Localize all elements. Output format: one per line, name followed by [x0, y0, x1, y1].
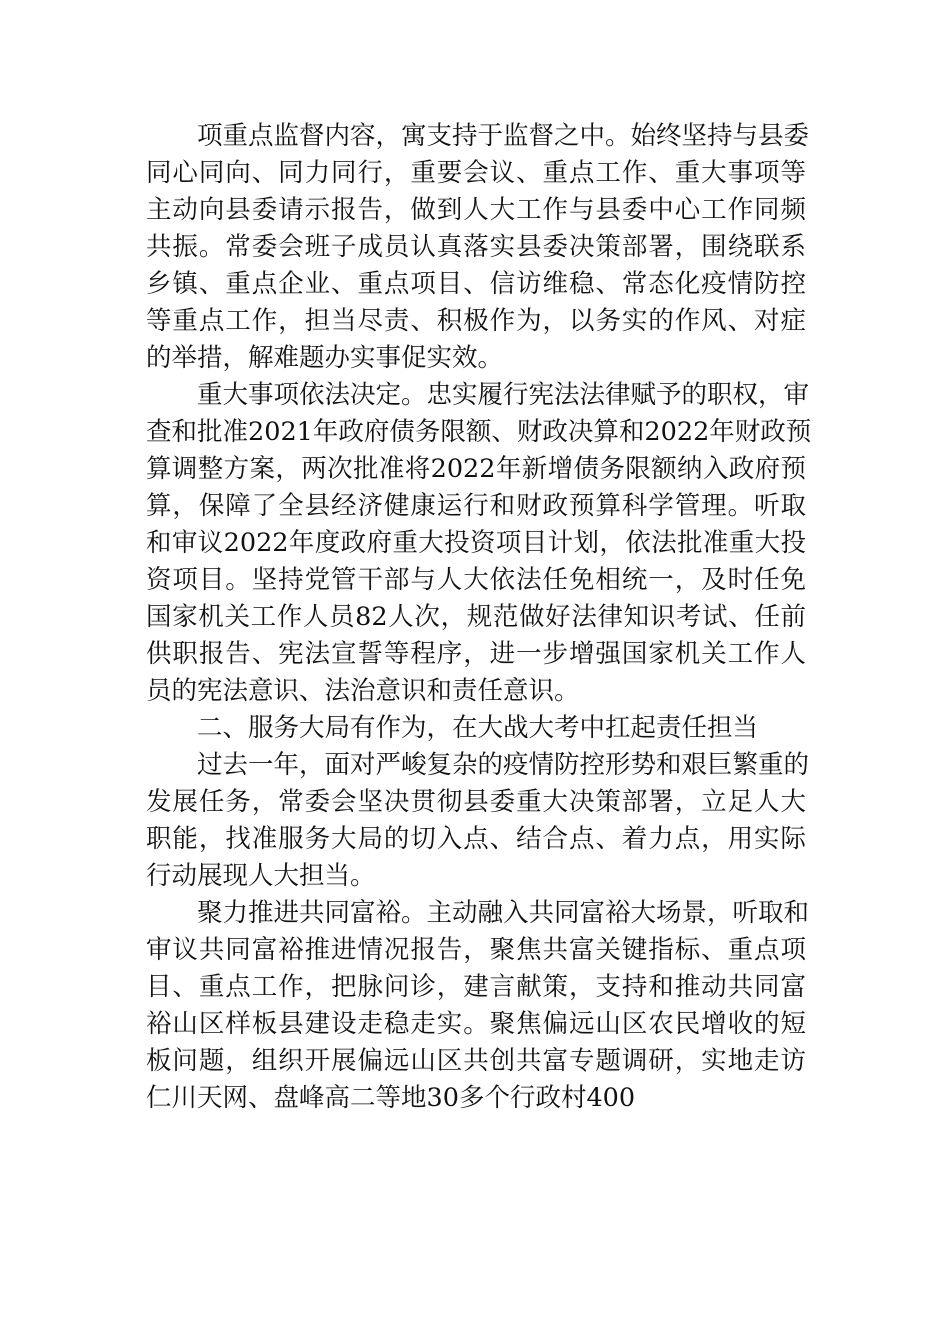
section-heading	[146, 710, 806, 747]
text-line: 板问题，组织开展偏远山区共创共富专题调研，实地走访	[146, 1046, 806, 1076]
paragraph-past-year	[146, 747, 810, 895]
text-line: 员的宪法意识、法治意识和责任意识。	[146, 676, 580, 706]
text-line: 裕山区样板县建设走稳走实。聚焦偏远山区农民增收的短	[146, 1009, 806, 1039]
text-line: 目、重点工作，把脉问诊，建言献策，支持和推动共同富	[146, 972, 806, 1002]
text-line: 重大事项依法决定。忠实履行宪法法律赋予的职权，审	[197, 380, 810, 410]
text-line: 等重点工作，担当尽责、积极作为，以务实的作风、对症	[146, 306, 806, 336]
paragraph-continued-supervision	[146, 118, 810, 377]
section-heading-text: 二、服务大局有作为，在大战大考中扛起责任担当	[197, 713, 759, 743]
text-line: 过去一年，面对严峻复杂的疫情防控形势和艰巨繁重的	[197, 750, 810, 780]
text-line: 发展任务，常委会坚决贯彻县委重大决策部署，立足人大	[146, 787, 806, 817]
text-line: 和审议2022年度政府重大投资项目计划，依法批准重大投	[146, 528, 806, 558]
text-line: 审议共同富裕推进情况报告，聚焦共富关键指标、重点项	[146, 935, 806, 965]
text-line: 共振。常委会班子成员认真落实县委决策部署，围绕联系	[146, 232, 806, 262]
text-line: 仁川天网、盘峰高二等地30多个行政村400	[146, 1083, 636, 1113]
document-body	[146, 118, 812, 1117]
paragraph-major-decisions	[146, 377, 812, 710]
text-line: 乡镇、重点企业、重点项目、信访维稳、常态化疫情防控	[146, 269, 806, 299]
text-line: 算，保障了全县经济健康运行和财政预算科学管理。听取	[146, 491, 806, 521]
text-line: 聚力推进共同富裕。主动融入共同富裕大场景，听取和	[197, 898, 810, 928]
text-line: 主动向县委请示报告，做到人大工作与县委中心工作同频	[146, 195, 806, 225]
text-line: 行动展现人大担当。	[146, 861, 376, 891]
text-line: 的举措，解难题办实事促实效。	[146, 343, 504, 373]
text-line: 国家机关工作人员82人次，规范做好法律知识考试、任前	[146, 602, 806, 632]
text-line: 同心同向、同力同行，重要会议、重点工作、重大事项等	[146, 158, 806, 188]
text-line: 供职报告、宪法宣誓等程序，进一步增强国家机关工作人	[146, 639, 806, 669]
text-line: 资项目。坚持党管干部与人大依法任免相统一，及时任免	[146, 565, 806, 595]
text-line: 职能，找准服务大局的切入点、结合点、着力点，用实际	[146, 824, 806, 854]
text-line: 查和批准2021年政府债务限额、财政决算和2022年财政预	[146, 417, 812, 447]
text-line: 项重点监督内容，寓支持于监督之中。始终坚持与县委	[197, 121, 810, 151]
text-line: 算调整方案，两次批准将2022年新增债务限额纳入政府预	[146, 454, 806, 484]
paragraph-common-prosperity	[146, 895, 810, 1117]
